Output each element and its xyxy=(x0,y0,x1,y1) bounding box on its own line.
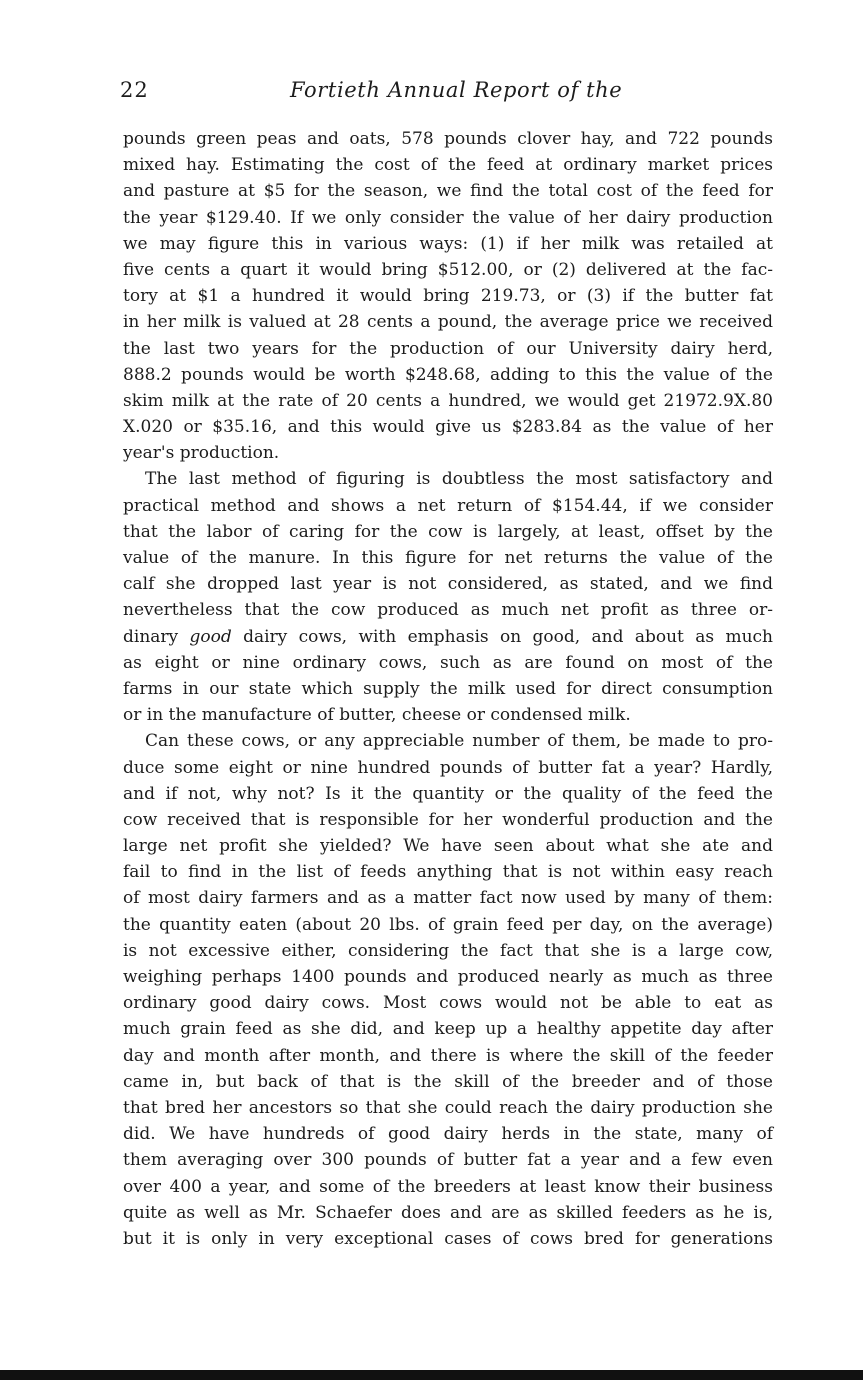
text-line: mixed hay. Estimating the cost of the feed at ordinary market prices xyxy=(123,155,773,176)
text-line: large net profit she yielded? We have seen about what she ate and xyxy=(123,836,773,857)
text-line: of most dairy farmers and as a matter fact now used by many of them: xyxy=(123,888,773,909)
text-line: quite as well as Mr. Schaefer does and are as skilled feeders as he is, xyxy=(123,1202,773,1223)
text-line: the quantity eaten (about 20 lbs. of grain feed per day, on the average) xyxy=(123,914,773,935)
text-line: them averaging over 300 pounds of butter fat a year and a few even xyxy=(123,1150,773,1171)
text-line: five cents a quart it would bring $512.00, or (2) delivered at the fac- xyxy=(123,259,773,280)
text-line: or in the manufacture of butter, cheese or condensed milk. xyxy=(123,705,631,726)
text-line: and pasture at $5 for the season, we find the total cost of the feed for xyxy=(123,181,773,202)
page-number: 22 xyxy=(120,78,149,102)
text-segment: dairy cows, with emphasis on good, and about as much xyxy=(231,626,773,647)
text-line: skim milk at the rate of 20 cents a hundred, we would get 21972.9X.80 xyxy=(123,390,773,411)
text-line: 888.2 pounds would be worth $248.68, adding to this the value of the xyxy=(123,364,773,385)
running-title: Fortieth Annual Report of the xyxy=(290,78,623,102)
text-line: did. We have hundreds of good dairy herds in the state, many of xyxy=(123,1124,773,1145)
text-line: in her milk is valued at 28 cents a pound, the average price we received xyxy=(123,312,773,333)
text-line: X.020 or $35.16, and this would give us $283.84 as the value of her xyxy=(123,417,773,438)
text-line: weighing perhaps 1400 pounds and produced nearly as much as three xyxy=(123,967,773,987)
text-line-with-emphasis xyxy=(123,624,773,650)
text-line: over 400 a year, and some of the breeders at least know their business xyxy=(123,1176,773,1197)
text-line: as eight or nine ordinary cows, such as are found on most of the xyxy=(123,652,773,673)
text-line: calf she dropped last year is not considered, as stated, and we find xyxy=(123,574,773,595)
text-line: tory at $1 a hundred it would bring 219.73, or (3) if the butter fat xyxy=(123,286,773,307)
text-line: nevertheless that the cow produced as much net profit as three or- xyxy=(123,600,773,621)
text-line: pounds green peas and oats, 578 pounds clover hay, and 722 pounds xyxy=(123,129,773,149)
text-line: duce some eight or nine hundred pounds of butter fat a year? Hardly, xyxy=(123,757,773,778)
text-line: practical method and shows a net return of $154.44, if we consider xyxy=(123,495,773,516)
page-header xyxy=(120,78,775,108)
text-line: ordinary good dairy cows. Most cows would not be able to eat as xyxy=(123,993,773,1014)
text-line: day and month after month, and there is where the skill of the feeder xyxy=(123,1045,773,1066)
text-line: but it is only in very exceptional cases of cows bred for generations xyxy=(123,1228,773,1249)
paragraph xyxy=(123,728,773,1252)
text-line: cow received that is responsible for her wonderful production and the xyxy=(123,809,773,830)
text-line: came in, but back of that is the skill of the breeder and of those xyxy=(123,1071,773,1092)
text-line: Can these cows, or any appreciable number of them, be made to pro- xyxy=(145,731,773,752)
text-line: and if not, why not? Is it the quantity or the quality of the feed the xyxy=(123,783,773,804)
text-line: much grain feed as she did, and keep up a healthy appetite day after xyxy=(123,1019,773,1040)
text-line: fail to find in the list of feeds anything that is not within easy reach xyxy=(123,862,773,883)
text-line: that the labor of caring for the cow is largely, at least, offset by the xyxy=(123,521,773,542)
scan-edge-bar xyxy=(0,1370,863,1380)
text-line: the last two years for the production of our University dairy herd, xyxy=(123,338,773,359)
text-line: the year $129.40. If we only consider the value of her dairy production xyxy=(123,207,773,228)
text-line: is not excessive either, considering the fact that she is a large cow, xyxy=(123,940,773,961)
emphasized-word: good xyxy=(189,626,232,647)
text-line: year's production. xyxy=(123,443,280,464)
text-line: we may figure this in various ways: (1) if her milk was retailed at xyxy=(123,233,773,254)
text-line: The last method of figuring is doubtless the most satisfactory and xyxy=(145,469,773,490)
text-line: farms in our state which supply the milk used for direct consumption xyxy=(123,678,773,699)
paragraph xyxy=(123,466,773,728)
body-text xyxy=(123,126,773,1252)
paragraph xyxy=(123,126,773,466)
text-line: that bred her ancestors so that she could reach the dairy production she xyxy=(123,1097,773,1118)
text-line: value of the manure. In this figure for net returns the value of the xyxy=(123,548,773,568)
text-segment: dinary xyxy=(123,626,190,647)
